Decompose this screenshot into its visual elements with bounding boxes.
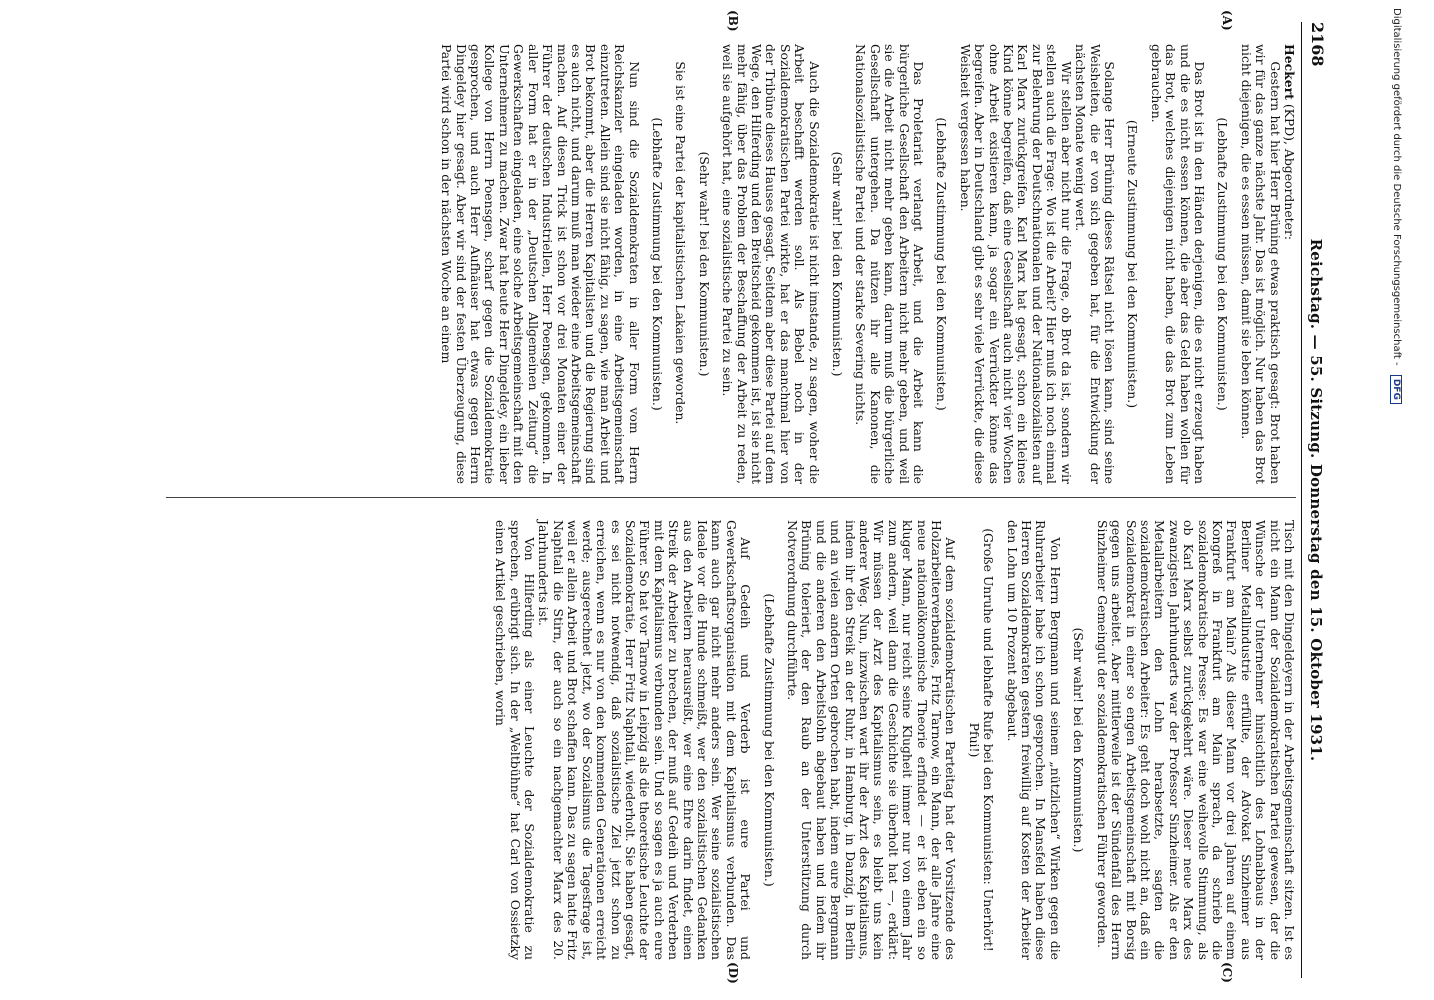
paragraph: Auf dem sozialdemokratischen Parteitag hat der Vorsitzende des Holzarbeiterverbandes, Fritz Tarnow, ein Mann, der alle Jahre eine neue nationalökonomische Theorie erfindet — er ist eben ein so kluger Mann, nur reicht seine Klugheit immer nur von einem Jahr zum andern, weil dann die Geschichte sie überholt hat —, erklärt: Wir müssen der Arzt des Kapitalismus sein, es bleibt uns kein anderer Weg. Nun, inzwischen wart ihr der Arzt des Kapitalismus, indem ihr den Streik an der Ruhr, in Hamburg, in Danzig, in Berlin und an vielen andern Orten gebrochen habt, indem eure Bergmann und die anderen den Arbeitslohn abgebaut haben und indem ihr Brüning toleriert, der den Raub an der Unterstützung durch Notverordnung durchführte. [785,520,959,960]
paragraph: Solange Herr Brüning dieses Rätsel nicht lösen kann, sind seine Weisheiten, die er von sich gegeben hat, für die Entwicklung der nächsten Monate wenig wert. [1073,44,1117,484]
interjection: (Lebhafte Zustimmung bei den Kommunisten.) [934,117,950,411]
paragraph: Das Proletariat verlangt Arbeit, und die Arbeit kann die bürgerliche Gesellschaft den Arbeitern nicht mehr geben, und weil sie die Arbeit nicht mehr geben kann, darum muß die bürgerliche Gesellschaft untergehen. Da nützen ihr alle Kanonen, die Nationalsozialistische Partei und der starke Severing nichts. [853,44,927,484]
paragraph: Auf Gedeih und Verderb ist eure Partei und Gewerkschaftsorganisation mit dem Kapitalismus verbunden. Das kann auch gar nicht mehr anders sein. Wer seine sozialistischen Ideale vor die Hunde schmeißt, wer den sozialistischen Gedanken aus den Arbeitern herausreißt, wer eine Ehre darin findet, einen Streik der Arbeiter zu brechen, der muß auf Gedeih und Verderben mit dem Kapitalismus verbunden sein. Und so sagen es ja auch eure Führer. So hat vor Tarnow in Leipzig als die theoretische Leuchte der Sozialdemokratie, Herr Fritz Naphtali, wiederholt. Sie haben gesagt, es sei nicht notwendig, daß sozialistische Ziel jetzt schon zu erreichen, wenn es nur von den kommenden Generationen erreicht werde; ausgerechnet jetzt, wo der Sozialismus die Tagesfrage ist, weil er allein Arbeit und Brot schaffen kann. Das zu sagen hatte Fritz Naphtali die Stirn, der auch so ein nachgemachter Marx des 20. Jahrhunderts ist. [536,520,754,960]
left-column [439,44,1296,484]
margin-marker-b: (B) [726,10,740,32]
paragraph: Von Hilferding als einer Leuchte der Sozialdemokratie zu sprechen, erübrigt sich. In der „Weltbühne“ hat Carl von Ossietzky einen Artikel geschrieben, worin [493,520,538,960]
page-number: 2168 [1308,22,1327,67]
digitization-credit [1382,8,1402,998]
paragraph: Tisch mit den Dingeldeyern in der Arbeitsgemeinschaft sitzen. Ist es nicht ein Mann der Sozialdemokratischen Partei gewesen, der die Wünsche der Unternehmer hinsichtlich des Lohnabbaus in der Berliner Metallindustrie erfüllte, der Advokat Sinzheimer aus Frankfurt am Main? Als dieser Mann vor drei Jahren auf einem Kongreß in Frankfurt am Main sprach, da schrieb die sozialdemokratische Presse: Es war eine weihevolle Stimmung, als ob Karl Marx selbst zurückgekehrt wäre. Dieser neue Marx des zwanzigsten Jahrhunderts war der Professor Sinzheimer. Als er den Metallarbeitern den Lohn herabsetzte, sagten die sozialdemokratischen Arbeiter: Es geht doch wohl nicht an, daß ein Sozialdemokrat in einer so engen Arbeitsgemeinschaft mit Borsig gegen uns arbeitet. Aber mittlerweile ist der Sündenfall des Herrn Sinzheimer Gemeingut der sozialdemokratischen Führer geworden. [1094,520,1297,960]
paragraph: Auch die Sozialdemokratie ist nicht imstande, zu sagen, woher die Arbeit beschafft werden soll. Als Bebel noch in der Sozialdemokratischen Partei wirkte, hat er das manchmal hier von der Tribüne dieses Hauses gesagt. Seitdem aber diese Partei auf dem Wege, den Hilferding und den Breitscheid gekommen ist, ist sie nicht mehr fähig, über das Problem der Beschaffung der Arbeit zu reden, weil sie aufgehört hat, eine sozialistische Partei zu sein. [720,44,822,484]
paragraph: Nun sind die Sozialdemokraten in aller Form vom Herrn Reichskanzler eingeladen worden, in eine Arbeitsgemeinschaft einzutreten. Allein sind sie nicht fähig, zu sagen, wie man Arbeit und Brot bekommt, aber die Herren Kapitalisten und die Regierung sind es auch nicht, und darum muß man wieder eine Arbeitsgemeinschaft machen. Auf diesen Trick ist schon vor drei Monaten einer der Führer der deutschen Industriellen, Herr Poensgen, gekommen. In aller Form hat er in der „Deutschen Allgemeinen Zeitung“ die Gewerkschaften eingeladen, eine solche Arbeitsgemeinschaft mit den Unternehmern zu machen. Zwar hat heute Herr Dingeldey, ein lieber Kollege von Herrn Poensgen, scharf gegen die Sozialdemokratie gesprochen, und auch Herr Aufhäuser hat etwas gegen Herrn Dingeldey hier gesagt. Aber wir sind der festen Überzeugung, diese Partei wird schon in der nächsten Woche an einem [439,44,642,484]
interjection: (Große Unruhe und lebhafte Rufe bei den Kommunisten: Unerhört! Pfui!) [966,528,997,952]
speaker-line [1282,44,1296,484]
interjection: (Sehr wahr! bei den Kommunisten.) [1071,627,1087,853]
margin-marker-a: (A) [1220,10,1234,31]
column-divider [166,497,1296,498]
dfg-logo: DFG [1390,375,1402,404]
paragraph: Wir stellen aber nicht nur die Frage, ob Brot da ist, sondern wir stellen auch die Frage: Wo ist die Arbeit? Hier muß ich noch einmal zur Belehrung der Deutschnationalen und der Nationalsozialisten auf Karl Marx zurückgreifen. Karl Marx hat gesagt, schon ein kleines Kind könne begreifen, daß eine Gesellschaft auch nicht vier Wochen ohne Arbeit existieren kann, ja sogar ein Verrückter könne das begreifen. Aber in Deutschland gibt es sehr viele Verrückte, die diese Weisheit vergessen haben. [957,44,1074,484]
interjection: (Sehr wahr! bei den Kommunisten.) [830,151,846,377]
margin-marker-c: (C) [1220,962,1234,983]
interjection: (Lebhafte Zustimmung bei den Kommunisten.) [649,117,665,411]
interjection: (Erneute Zustimmung bei den Kommunisten.) [1125,119,1141,409]
paragraph: Von Herrn Bergmann und seinem „nützlichen“ Wirken gegen die Ruhrarbeiter habe ich schon gesprochen. In Mansfeld haben diese Herren Sozialdemokraten gestern freiwillig auf Kosten der Arbeiter den Lohn um 10 Prozent abgebaut. [1004,520,1063,960]
paragraph: Gestern hat hier Herr Brüning etwas praktisch gesagt: Brot haben wir für das ganze nächste Jahr. Das ist möglich. Nur haben das Brot nicht diejenigen, die es essen müssen, damit sie leben können. [1238,44,1283,484]
speaker-name: Heckert [1282,44,1297,100]
interjection: (Lebhafte Zustimmung bei den Kommunisten.) [1215,117,1231,411]
margin-marker-d: (D) [726,962,740,984]
interjection: (Sehr wahr! bei den Kommunisten.) [696,151,712,377]
page-header [1301,22,1326,978]
right-column [493,520,1296,960]
running-title: Reichstag. — 55. Sitzung. Donnerstag den 15. Oktober 1931. [1307,238,1325,762]
paragraph: Das Brot ist in den Händen derjenigen, die es nicht erzeugt haben und die es nicht essen können, die aber das Geld haben wollen für das Brot, welches diejenigen nicht haben, die das Brot zum Leben gebrauchen. [1148,44,1207,484]
paragraph: Sie ist eine Partei der kapitalistischen Lakaien geworden. [673,61,689,425]
interjection: (Lebhafte Zustimmung bei den Kommunisten.) [761,593,777,887]
speaker-affiliation: (KPD), Abgeordneter: [1282,103,1297,241]
credit-text: Digitalisierung gefördert durch die Deutsche Forschungsgemeinschaft - [1391,8,1402,366]
